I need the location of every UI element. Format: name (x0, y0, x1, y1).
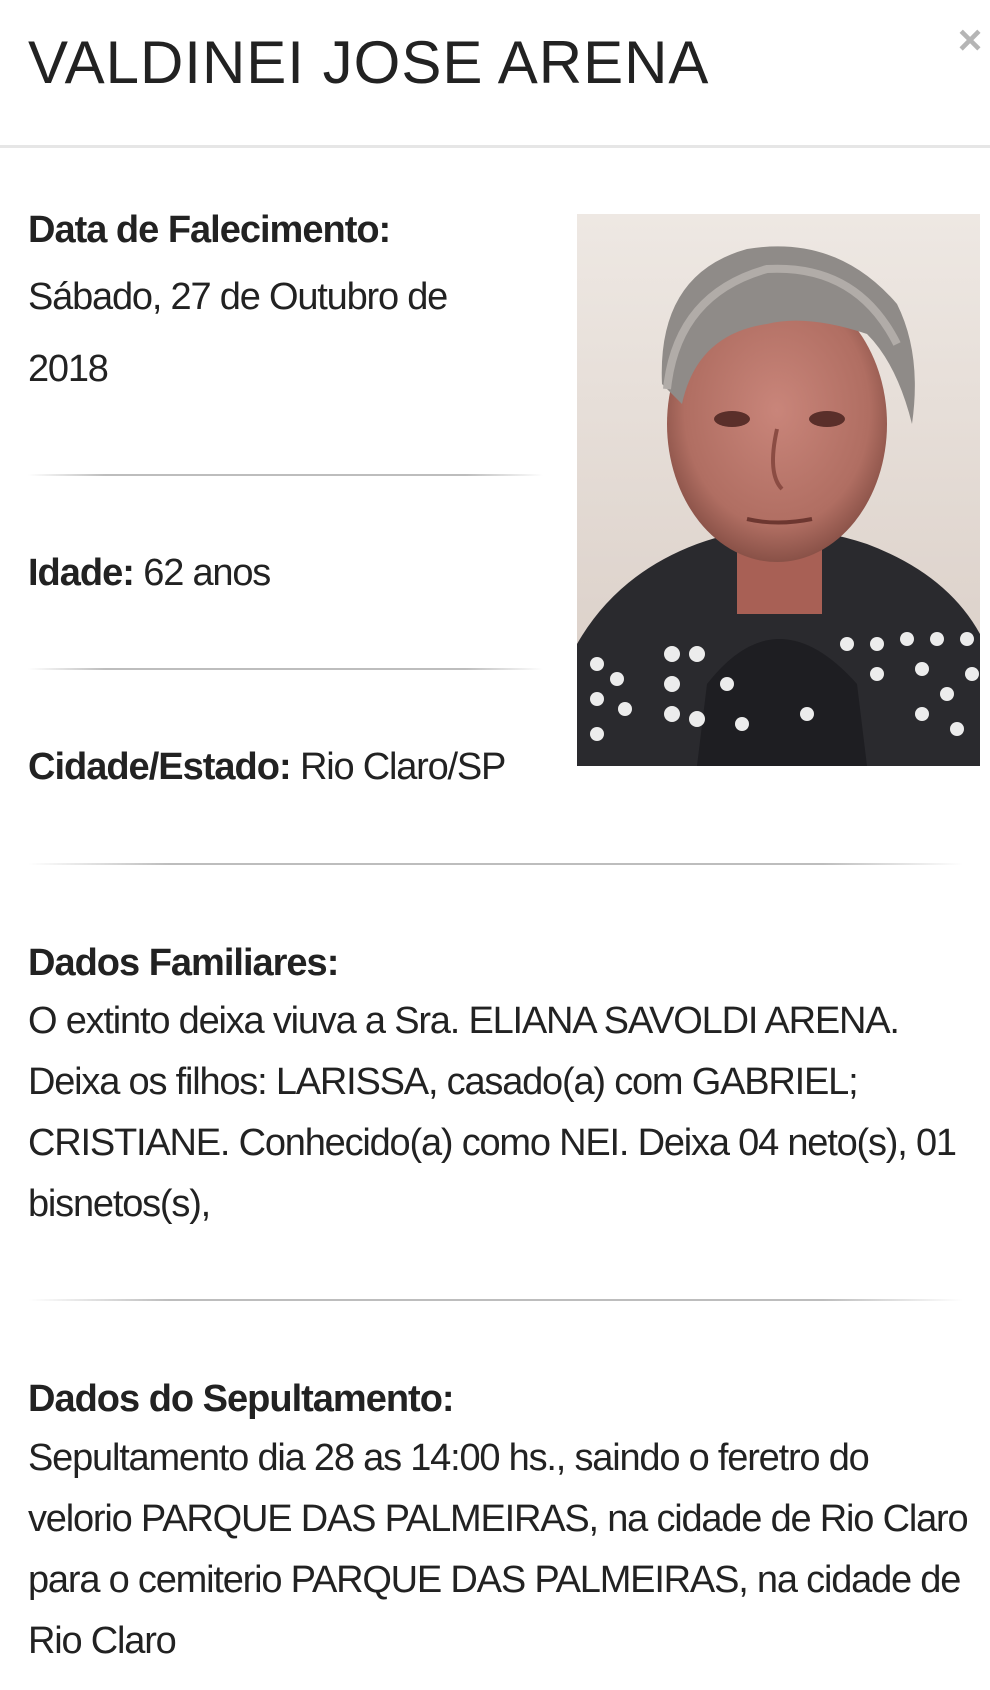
divider (28, 863, 963, 865)
divider (28, 1299, 963, 1301)
burial-text: Sepultamento dia 28 as 14:00 hs., saindo o feretro do velorio PARQUE DAS PALMEIRAS, na cidade de Rio Claro para o cemiterio PARQUE DAS PALMEIRAS, na cidade de Rio Claro (28, 1437, 968, 1662)
divider (28, 474, 543, 476)
burial-label: Dados do Sepultamento: (28, 1378, 454, 1420)
family-text: O extinto deixa viuva a Sra. ELIANA SAVOLDI ARENA. Deixa os filhos: LARISSA, casado(a) com GABRIEL; CRISTIANE. Conhecido(a) como NEI. Deixa 04 neto(s), 01 bisnetos(s), (28, 1000, 956, 1225)
age-label: Idade: (28, 552, 134, 594)
page-title: VALDINEI JOSE ARENA (28, 29, 710, 96)
family-label: Dados Familiares: (28, 942, 339, 984)
city-value: Rio Claro/SP (290, 746, 506, 788)
portrait-photo (577, 214, 980, 766)
family-section (28, 935, 968, 1235)
death-date-label: Data de Falecimento: (28, 209, 391, 251)
burial-section (28, 1370, 973, 1672)
death-date-section (28, 205, 548, 405)
divider (28, 668, 543, 670)
age-section (28, 548, 270, 598)
modal-header (0, 0, 990, 148)
age-value: 62 anos (133, 552, 271, 594)
city-label: Cidade/Estado: (28, 746, 291, 788)
close-icon[interactable]: × (957, 16, 983, 63)
death-date-line1: Sábado, 27 de Outubro de (28, 276, 448, 318)
death-date-line2: 2018 (28, 348, 108, 390)
city-section (28, 742, 505, 792)
